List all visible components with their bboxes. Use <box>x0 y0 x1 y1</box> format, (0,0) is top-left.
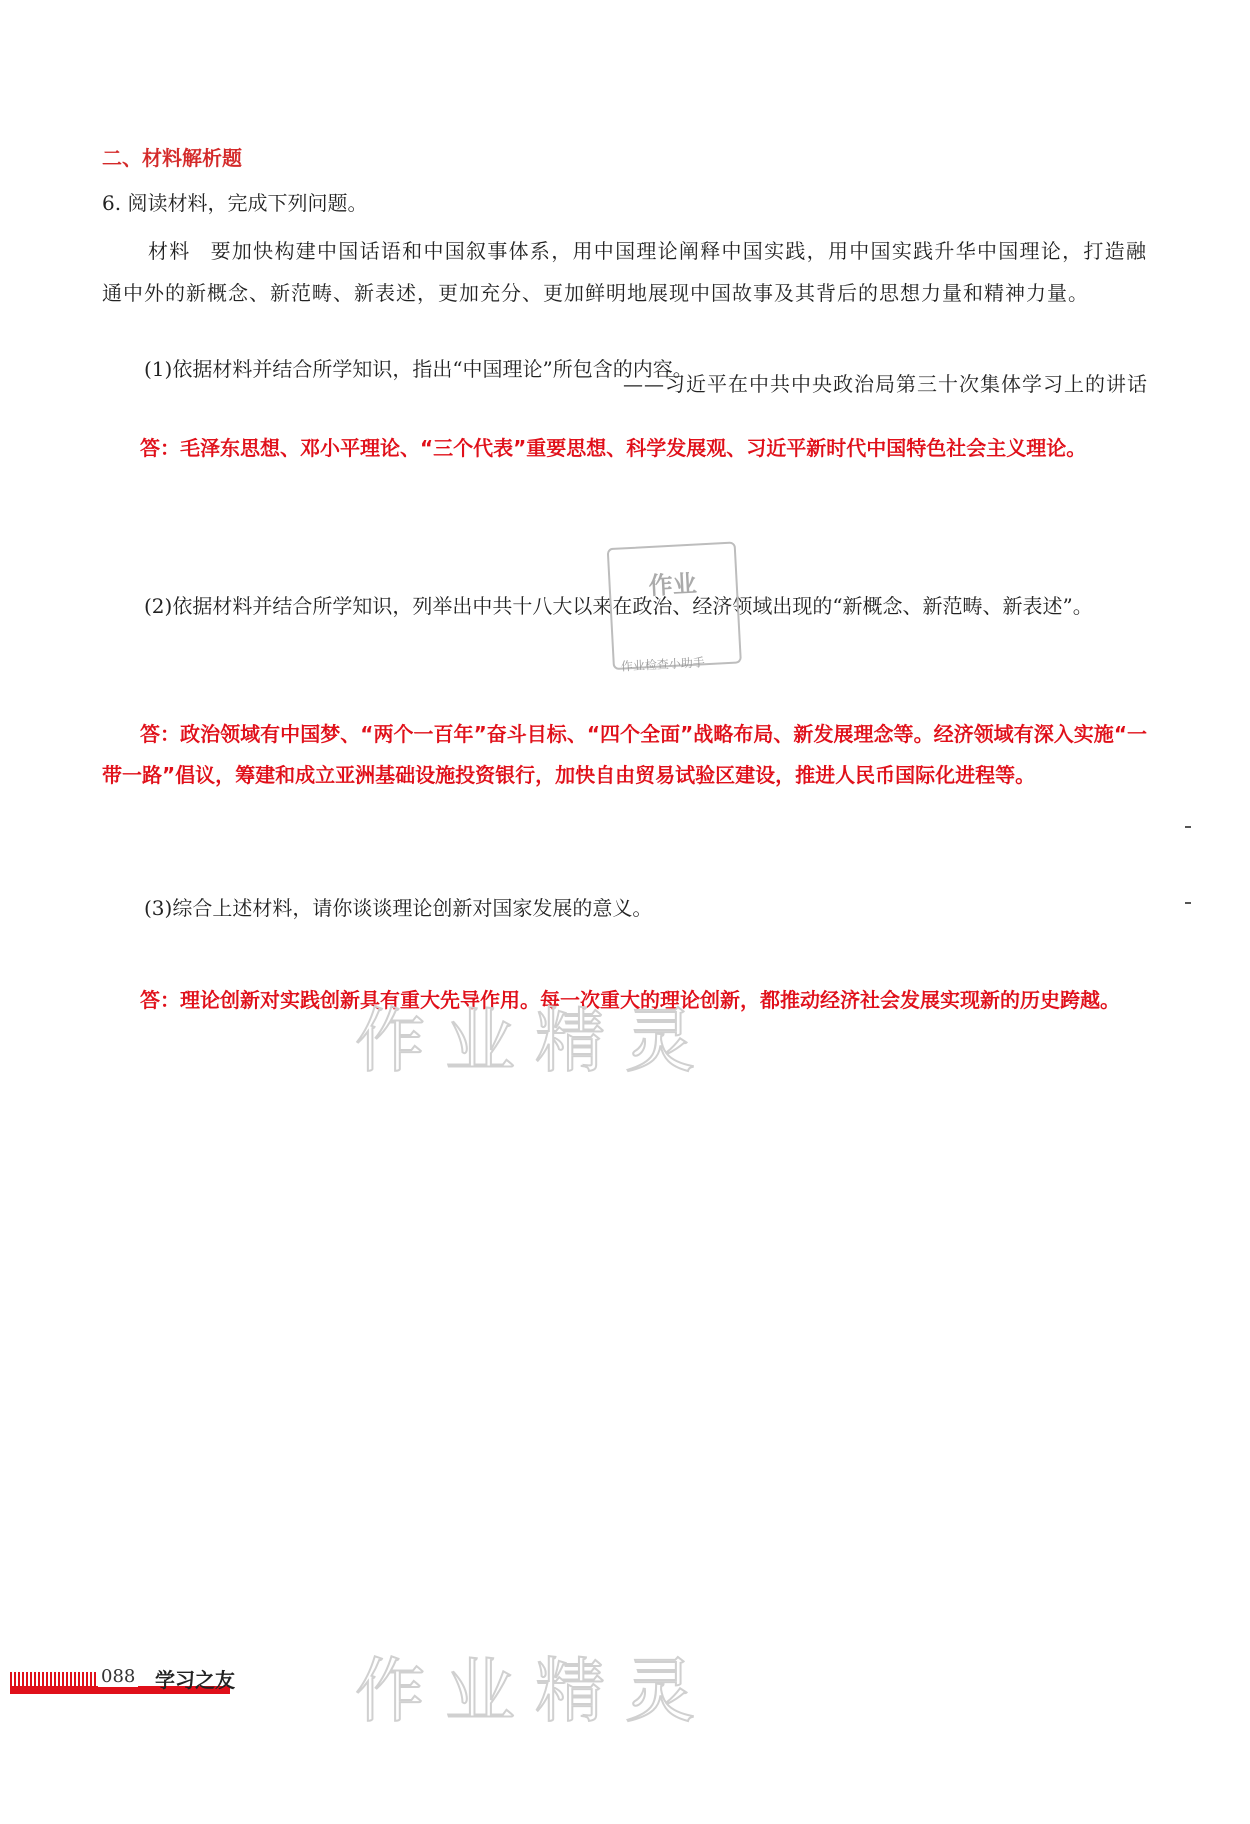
brand-name: 学习之友 <box>155 1668 235 1692</box>
material-paragraph <box>102 230 1147 314</box>
answer-3: 答：理论创新对实践创新具有重大先导作用。每一次重大的理论创新，都推动经济社会发展实现新的历史跨越。 <box>140 988 1120 1012</box>
sub-question-2: (2)依据材料并结合所学知识，列举出中共十八大以来在政治、经济领域出现的“新概念、新范畴、新表述”。 <box>144 594 1093 618</box>
stamp-caption: 作业检查小助手 <box>620 655 706 674</box>
stamp-word: 作业 <box>647 569 698 601</box>
answer-1: 答：毛泽东思想、邓小平理论、“三个代表”重要思想、科学发展观、习近平新时代中国特色社会主义理论。 <box>140 436 1087 460</box>
sub-question-3: (3)综合上述材料，请你谈谈理论创新对国家发展的意义。 <box>144 896 653 920</box>
margin-mark <box>1185 826 1191 828</box>
question-stem: 6. 阅读材料，完成下列问题。 <box>102 191 368 215</box>
material-label: 材料 <box>148 239 191 263</box>
margin-mark <box>1185 902 1191 904</box>
stamp-frame <box>607 541 742 670</box>
watermark-middle: 作业精灵 <box>355 1000 715 1082</box>
page-number: 088 <box>98 1666 138 1687</box>
material-text: 要加快构建中国话语和中国叙事体系，用中国理论阐释中国实践，用中国实践升华中国理论，打造融通中外的新概念、新范畴、新表述，更加充分、更加鲜明地展现中国故事及其背后的思想力量和精神力量。 <box>102 239 1147 305</box>
section-title: 二、材料解析题 <box>102 146 242 170</box>
material-source: ——习近平在中共中央政治局第三十次集体学习上的讲话 <box>623 372 1148 396</box>
sub-question-1: (1)依据材料并结合所学知识，指出“中国理论”所包含的内容。 <box>144 357 693 381</box>
watermark-bottom: 作业精灵 <box>355 1650 715 1732</box>
answer-2: 答：政治领域有中国梦、“两个一百年”奋斗目标、“四个全面”战略布局、新发展理念等。经济领域有深入实施“一带一路”倡议，筹建和成立亚洲基础设施投资银行，加快自由贸易试验区建设，推进人民币国际化进程等。 <box>102 722 1147 787</box>
homework-stamp <box>597 541 744 678</box>
